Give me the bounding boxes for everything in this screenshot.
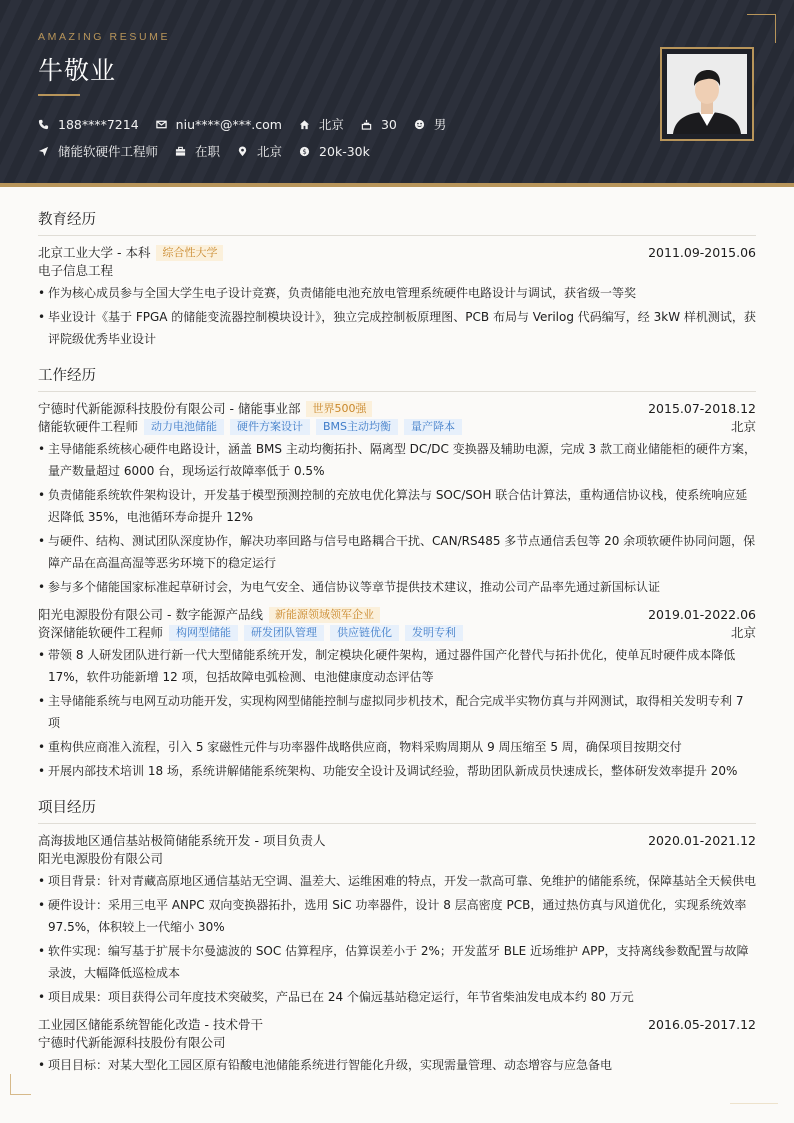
entry-header [38,1016,756,1034]
skill-tag: 动力电池储能 [144,419,224,435]
skill-tag: 研发团队管理 [244,625,324,641]
entry-date: 2015.07-2018.12 [648,401,756,416]
job-intent-row [38,142,387,160]
contact-row [38,115,463,133]
list-item: • 开展内部技术培训 18 场，系统讲解储能系统架构、功能安全设计及调试经验，帮助团队新成员快速成长，整体研发效率提升 20% [38,760,756,782]
list-item: • 毕业设计《基于 FPGA 的储能变流器控制模块设计》，独立完成控制板原理图、PCB 布局与 Verilog 代码编写，经 3kW 样机测试，获评院级优秀毕业设计 [38,306,756,350]
send-icon [38,146,49,157]
entry-subheader [38,850,756,868]
projects-section [38,796,756,1076]
bullet-list [38,1054,756,1076]
skill-tag: 量产降本 [404,419,462,435]
avatar [667,54,747,134]
project-org: 阳光电源股份有限公司 [38,851,164,866]
header-accent-line [0,183,794,187]
school-name: 北京工业大学 - 本科 [38,245,151,260]
briefcase-icon [175,146,186,157]
list-item: • 主导储能系统与电网互动功能开发，实现构网型储能控制与虚拟同步机技术，配合完成半实物仿真与并网测试，取得相关发明专利 7 项 [38,690,756,734]
list-item: • 硬件设计：采用三电平 ANPC 双向变换器拓扑，选用 SiC 功率器件，设计 8 层高密度 PCB，通过热仿真与风道优化，实现系统效率 97.5%，体积较上一代缩小 30% [38,894,756,938]
section-title-education: 教育经历 [38,208,756,236]
cake-icon [361,119,372,130]
phone-icon [38,119,49,130]
list-item: • 项目目标：对某大型化工园区原有铅酸电池储能系统进行智能化升级，实现需量管理、动态增容与应急备电 [38,1054,756,1076]
list-item: • 带领 8 人研发团队进行新一代大型储能系统开发，制定模块化硬件架构，通过器件国产化替代与拓扑优化，使单瓦时硬件成本降低 17%，软件功能新增 12 项，包括故障电弧检测、电池健康度动态评估等 [38,644,756,688]
project-entry [38,1016,756,1076]
company-badge: 新能源领域领军企业 [269,607,380,623]
location-icon [237,146,248,157]
contact-phone [38,117,139,132]
list-item: • 主导储能系统核心硬件电路设计，涵盖 BMS 主动均衡拓扑、隔离型 DC/DC 变换器及辅助电源，完成 3 款工商业储能柜的硬件方案，量产数量超过 6000 台，现场运行故障率低于 0.5% [38,438,756,482]
list-item: • 项目成果：项目获得公司年度技术突破奖，产品已在 24 个偏远基站稳定运行，年节省柴油发电成本约 80 万元 [38,986,756,1008]
education-section [38,208,756,350]
job-position [38,142,158,160]
bullet-list [38,438,756,598]
skill-tag: 发明专利 [405,625,463,641]
contact-email [156,117,282,132]
job-city-text: 北京 [257,144,283,159]
entry-date: 2019.01-2022.06 [648,607,756,622]
entry-date: 2020.01-2021.12 [648,833,756,848]
contact-phone-text: 188****7214 [58,116,139,132]
work-city: 北京 [730,625,756,640]
bullet-list [38,282,756,350]
section-title-projects: 项目经历 [38,796,756,824]
contact-city-text: 北京 [318,117,344,132]
skill-tag: 硬件方案设计 [230,419,310,435]
entry-subheader [38,1034,756,1052]
corner-decoration [10,1074,31,1095]
home-icon [299,119,310,130]
work-entry [38,400,756,598]
entry-header [38,244,756,262]
candidate-name: 牛敬业 [38,56,117,85]
education-entry [38,244,756,350]
entry-header [38,400,756,418]
job-status [175,142,220,160]
job-role: 资深储能软硬件工程师 [38,625,164,640]
svg-text:$: $ [302,147,307,156]
corner-decoration [747,14,776,43]
entry-header [38,832,756,850]
list-item: • 项目背景：针对青藏高原地区通信基站无空调、温差大、运维困难的特点，开发一款高可靠、免维护的储能系统，保障基站全天候供电 [38,870,756,892]
contact-gender-text: 男 [433,117,447,132]
list-item: • 软件实现：编写基于扩展卡尔曼滤波的 SOC 估算程序，估算误差小于 2%；开发蓝牙 BLE 近场维护 APP，支持离线参数配置与故障录波，大幅降低巡检成本 [38,940,756,984]
contact-city [299,115,344,133]
job-role: 储能软硬件工程师 [38,419,139,434]
resume-header [0,0,794,183]
skill-tag: 构网型储能 [169,625,238,641]
skill-tag: BMS主动均衡 [316,419,398,435]
job-city [237,142,282,160]
entry-date: 2016.05-2017.12 [648,1017,756,1032]
list-item: • 与硬件、结构、测试团队深度协作，解决功率回路与信号电路耦合干扰、CAN/RS485 多节点通信丢包等 20 余项软硬件协同问题，保障产品在高温高湿等恶劣环境下的稳定运行 [38,530,756,574]
major-name: 电子信息工程 [38,263,114,278]
gender-icon [414,119,425,130]
bullet-list [38,870,756,1008]
job-position-text: 储能软硬件工程师 [58,144,159,159]
entry-header [38,606,756,624]
resume-body [38,208,756,1090]
project-entry [38,832,756,1008]
job-status-text: 在职 [195,144,221,159]
mail-icon [156,119,167,130]
job-salary-text: 20k-30k [319,143,370,159]
money-icon [299,146,310,157]
profile-photo-frame [660,47,754,141]
entry-date: 2011.09-2015.06 [648,245,756,260]
school-badge: 综合性大学 [156,245,223,261]
section-title-work: 工作经历 [38,364,756,392]
entry-subheader [38,262,756,280]
project-org: 宁德时代新能源科技股份有限公司 [38,1035,226,1050]
entry-subheader [38,418,756,436]
company-name: 宁德时代新能源科技股份有限公司 - 储能事业部 [38,401,301,416]
work-city: 北京 [730,419,756,434]
contact-email-text: niu****@***.com [175,116,282,132]
list-item: • 重构供应商准入流程，引入 5 家磁性元件与功率器件战略供应商，物料采购周期从 9 周压缩至 5 周，确保项目按期交付 [38,736,756,758]
bullet-list [38,644,756,782]
job-salary [299,144,370,159]
list-item: • 参与多个储能国家标准起草研讨会，为电气安全、通信协议等章节提供技术建议，推动公司产品率先通过新国标认证 [38,576,756,598]
contact-age [361,117,397,132]
company-name: 阳光电源股份有限公司 - 数字能源产品线 [38,607,263,622]
project-name: 高海拔地区通信基站极简储能系统开发 - 项目负责人 [38,833,326,848]
contact-gender [414,115,447,133]
divider [730,1103,778,1104]
list-item: • 作为核心成员参与全国大学生电子设计竞赛，负责储能电池充放电管理系统硬件电路设计与调试，获省级一等奖 [38,282,756,304]
work-entry [38,606,756,782]
company-badge: 世界500强 [306,401,372,417]
skill-tag: 供应链优化 [330,625,399,641]
name-underline [38,94,80,96]
entry-subheader [38,624,756,642]
contact-age-text: 30 [380,116,397,132]
list-item: • 负责储能系统软件架构设计，开发基于模型预测控制的充放电优化算法与 SOC/SOH 联合估计算法，重构通信协议栈，使系统响应延迟降低 35%，电池循环寿命提升 12% [38,484,756,528]
work-section [38,364,756,782]
project-name: 工业园区储能系统智能化改造 - 技术骨干 [38,1017,263,1032]
resume-tagline: AMAZING RESUME [38,31,171,43]
